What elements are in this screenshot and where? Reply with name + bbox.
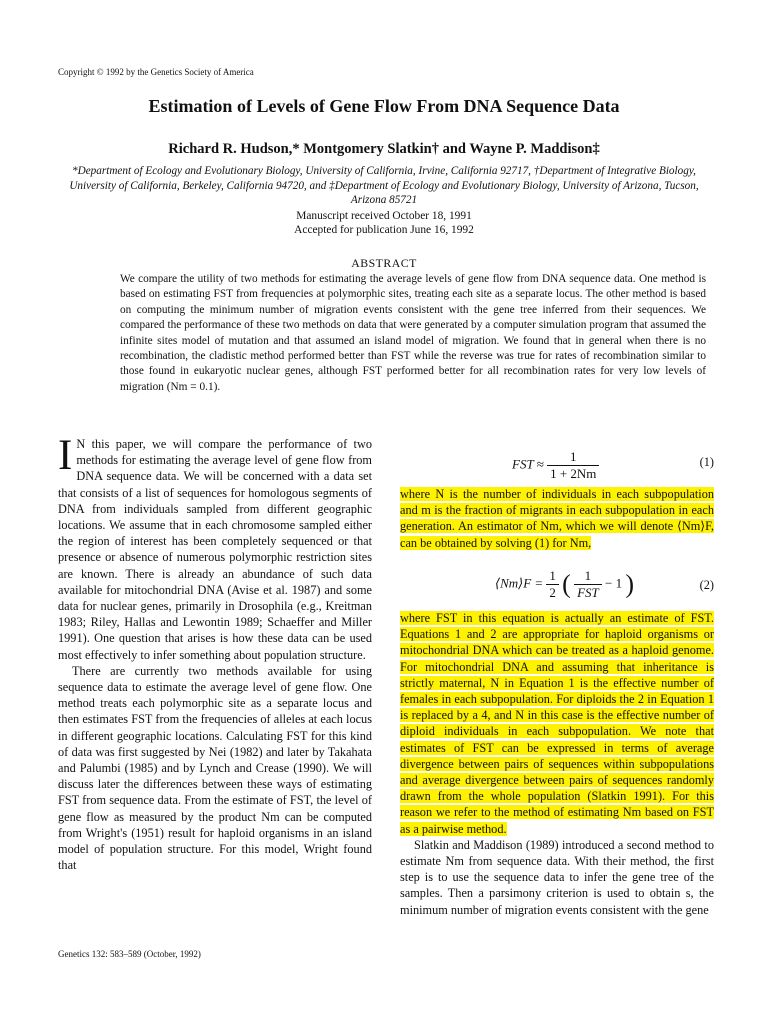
accepted-date: Accepted for publication June 16, 1992 <box>294 224 474 236</box>
right-paragraph-1 <box>400 486 714 551</box>
eq2-inner-denominator: FST <box>577 585 599 600</box>
eq1-fraction <box>547 449 599 482</box>
methods-paragraph: There are currently two methods available for using sequence data to estimate the average level of gene flow. One method treats each polymorphic site as a separate locus and then estimates FST from the frequencies of alleles at each locus in different geographic locations. Calculating FST for this kind of data was first suggested by Nei (1982) and later by Takahata and Palumbi (1985) and by Lynch and Crease (1990). We will discuss later the differences between these ways of estimating FST from sequence data. From the estimate of FST, the level of gene flow as measured by the product Nm can be computed from Wright's (1951) result for haploid organisms in an island model of population structure. For this model, Wright found that <box>58 663 372 873</box>
affiliations: *Department of Ecology and Evolutionary Biology, University of California, Irvine, California 92717, †Department of Integrative Biology, University of California, Berkeley, California 94720, and ‡Department of Ecology and Evolutionary Biology, University of Arizona, Tucson, Arizona 85721 <box>69 165 699 206</box>
eq2-label: (2) <box>699 578 714 592</box>
author-list: Richard R. Hudson,* Montgomery Slatkin† and Wayne P. Maddison‡ <box>168 141 600 157</box>
eq2-inner-numerator: 1 <box>574 568 602 585</box>
copyright-line: Copyright © 1992 by the Genetics Society of America <box>58 67 254 77</box>
abstract-text: We compare the utility of two methods for estimating the average levels of gene flow from DNA sequence data. One method is based on estimating FST from frequencies at polymorphic sites, treating each site as a separate locus. The other method is based on computing the minimum number of migration events consistent with the gene tree inferred from their sequences. We compared the performance of these two methods on data that were generated by a computer simulation program that assumed the infinite sites model of mutation and that assumed an island model of migration. We found that in general when there is no recombination, the cladistic method performed better than FST while the reverse was true for rates of recombination similar to those found in eukaryotic nuclear genes, although FST performed better for all recombination rates for very low levels of migration (Nm = 0.1). <box>120 273 706 393</box>
eq2-lhs: ⟨Nm⟩F = <box>495 575 544 591</box>
highlighted-text-1: where N is the number of individuals in each subpopulation and m is the fraction of migrants in each subpopulation in each generation. An estimator of Nm, which we will denote ⟨Nm⟩F, can be obtained by solving (1) for Nm, <box>400 487 714 550</box>
eq1-lhs: FST ≈ <box>512 456 544 472</box>
paper-title: Estimation of Levels of Gene Flow From DNA Sequence Data <box>148 96 620 116</box>
received-date: Manuscript received October 18, 1991 <box>296 210 472 222</box>
journal-footer: Genetics 132: 583–589 (October, 1992) <box>58 949 201 959</box>
manuscript-dates <box>0 209 768 237</box>
eq2-tail: − 1 <box>605 575 623 591</box>
eq1-numerator: 1 <box>547 449 599 466</box>
equation-1 <box>400 449 714 483</box>
eq1-denominator: 1 + 2Nm <box>550 466 597 481</box>
eq2-half-numerator: 1 <box>546 568 559 585</box>
left-column <box>58 432 372 873</box>
highlighted-text-2: where FST in this equation is actually an estimate of FST. Equations 1 and 2 are appropriate for haploid organisms or mitochondrial DNA which can be treated as a haploid genome. For mitochondrial DNA and assuming that inheritance is strictly maternal, N in Equation 1 is the effective number of females in each subpopulation. For diploids the 2 in Equation 1 is replaced by a 4, and N in this case is the effective number of diploid individuals in each subpopulation. We note that estimates of FST can be expressed in terms of average divergence between pairs of sequences within subpopulations and average divergence between pairs of sequences randomly drawn from the whole population (Slatkin 1991). For this reason we refer to the method of estimating Nm based on FST as a pairwise method. <box>400 611 714 836</box>
intro-paragraph <box>58 432 372 663</box>
equation-2: ⟨Nm⟩F = $\frac{1}{2}$ ( $\frac{1}{\text{FST}}$ − 1 ) (2) <box>495 568 714 600</box>
eq2-inner-fraction <box>574 568 602 601</box>
intro-text: N this paper, we will compare the performance of two methods for estimating the average level of gene flow from DNA sequence data. We will be concerned with a data set that consists of a list of sequences for homologous segments of DNA from individuals sampled from different geographic locations. We assume that in each chromosome sampled either the region of interest has been completely sequenced or that presence or absence of numerous polymorphic restriction sites are known. There is already an abundance of such data available for mitochondrial DNA (Avise et al. 1987) and some data for nuclear genes, primarily in Drosophila (e.g., Kreitman 1983; Riley, Hallas and Lewontin 1989; Schaeffer and Miller 1991). One question that arises is how these data can be used most effectively to infer something about population structure. <box>58 437 372 662</box>
cladistic-paragraph: Slatkin and Maddison (1989) introduced a second method to estimate Nm from sequence data. With their method, the first step is to use the sequence data to infer the gene tree of the samples. Then a parsimony criterion is used to obtain s, the minimum number of migration events consistent with the gene <box>400 837 714 917</box>
drop-cap: I <box>58 432 73 479</box>
eq1-label: (1) <box>699 455 714 469</box>
abstract-heading: ABSTRACT <box>351 256 417 270</box>
eq2-half <box>546 568 559 601</box>
right-paragraph-2 <box>400 610 714 918</box>
eq2-half-denominator: 2 <box>549 585 556 600</box>
